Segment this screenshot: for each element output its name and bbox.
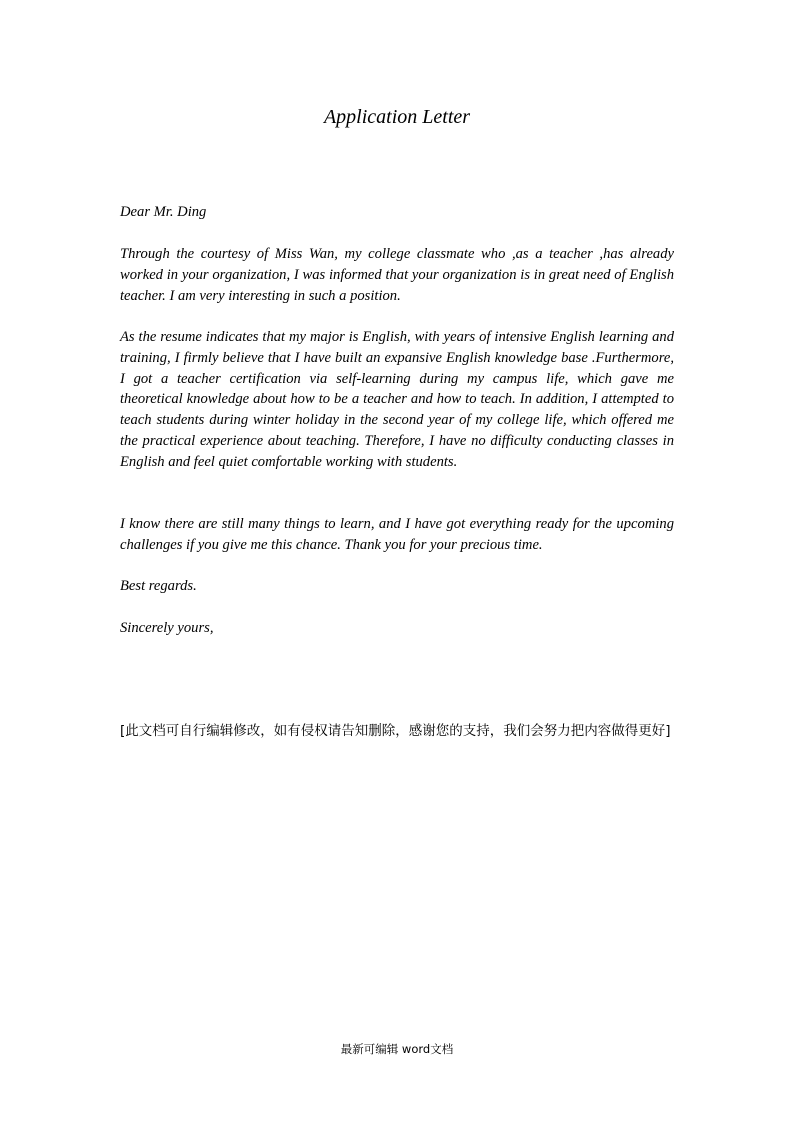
page-footer: 最新可编辑 word文档	[340, 1042, 454, 1056]
editable-note: [此文档可自行编辑修改，如有侵权请告知删除，感谢您的支持，我们会努力把内容做得更好]	[120, 723, 671, 739]
paragraph-courtesy: Through the courtesy of Miss Wan, my college classmate who ,as a teacher ,has already worked in your organization, I was informed that your organization is in great need of English teacher. I am very interesting in such a position.	[120, 246, 674, 304]
paragraph-closing-request: I know there are still many things to learn, and I have got everything ready for the upcoming challenges if you give me this chance. Thank you for your precious time.	[120, 516, 674, 553]
paragraph-qualifications: As the resume indicates that my major is English, with years of intensive English learning and training, I firmly believe that I have built an expansive English knowledge base .Furthermore, I got a teacher certification via self-learning during my campus life, which gave me theoretical knowledge about how to be a teacher and how to teach. In addition, I attempted to teach students during winter holiday in the second year of my college life, which offered me the practical experience about teaching. Therefore, I have no difficulty conducting classes in English and feel quiet comfortable working with students.	[120, 329, 674, 470]
salutation: Dear Mr. Ding	[120, 204, 207, 220]
closing-regards: Best regards.	[120, 578, 197, 594]
signoff: Sincerely yours,	[120, 620, 214, 636]
document-title: Application Letter	[323, 106, 471, 128]
